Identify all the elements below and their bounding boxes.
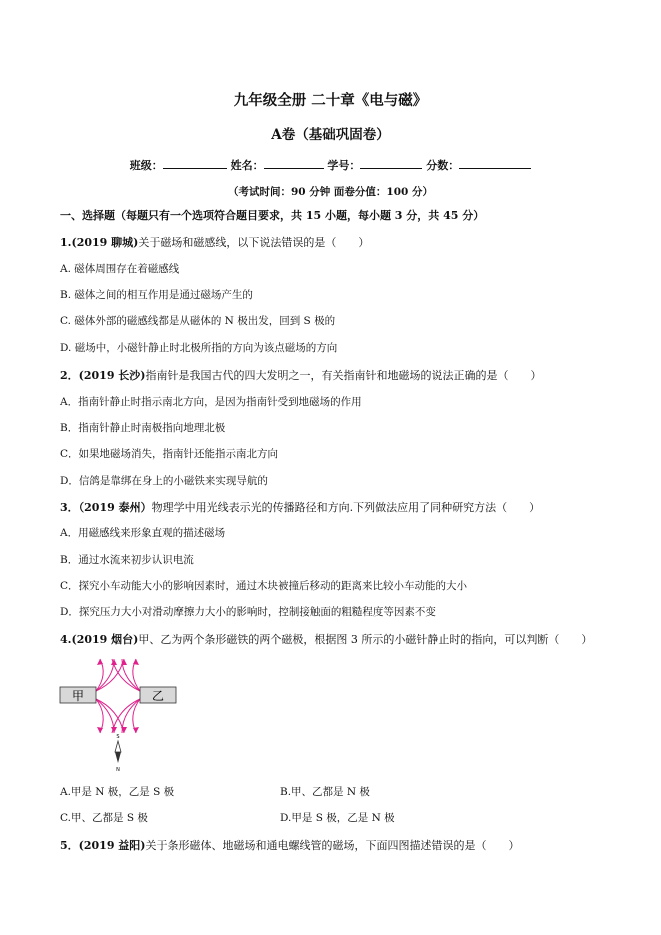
page-subtitle: A卷（基础巩固卷） (271, 127, 390, 143)
question-2-stem (60, 369, 542, 382)
field-lines (96, 659, 140, 733)
needle-top-label: S (116, 734, 120, 740)
q3-option-d[interactable]: D．探究压力大小对滑动摩擦力大小的影响时，控制接触面的粗糙程度等因素不变 (60, 606, 436, 618)
q1-option-d[interactable]: D. 磁场中，小磁针静止时北极所指的方向为该点磁场的方向 (60, 342, 338, 354)
q4-option-b[interactable]: B.甲、乙都是 N 极 (280, 786, 370, 798)
section-heading: 一、选择题（每题只有一个选项符合题目要求，共 15 小题，每小题 3 分，共 45 分） (60, 209, 485, 222)
exam-meta: （考试时间：90 分钟 面卷分值：100 分） (228, 186, 433, 198)
magnet-right-label: 乙 (151, 689, 165, 703)
page-title: 九年级全册 二十章《电与磁》 (233, 92, 428, 109)
q4-option-d[interactable]: D.甲是 S 极，乙是 N 极 (280, 812, 395, 824)
q3-option-c[interactable]: C．探究小车动能大小的影响因素时，通过木块被撞后移动的距离来比较小车动能的大小 (60, 580, 468, 592)
name-label: 姓名： (230, 159, 264, 172)
score-blank[interactable] (459, 157, 531, 169)
question-source: 3．（2019 泰州） (60, 501, 152, 514)
class-label: 班级： (129, 159, 163, 172)
question-3-stem (60, 501, 540, 514)
q4-option-a[interactable]: A.甲是 N 极，乙是 S 极 (60, 786, 175, 798)
id-label: 学号： (327, 159, 361, 172)
question-text: 甲、乙为两个条形磁铁的两个磁极，根据图 3 所示的小磁针静止时的指向，可以判断（ ） (138, 633, 593, 646)
q2-option-a[interactable]: A．指南针静止时指示南北方向，是因为指南针受到地磁场的作用 (60, 396, 362, 408)
needle-top-half (115, 741, 121, 752)
q3-option-b[interactable]: B．通过水流来初步认识电流 (60, 554, 194, 566)
question-source: 5．(2019 益阳) (60, 839, 146, 852)
magnet-left-label: 甲 (71, 689, 85, 703)
q2-option-c[interactable]: C．如果地磁场消失，指南针还能指示南北方向 (60, 448, 279, 460)
score-label: 分数： (426, 159, 460, 172)
question-text: 关于磁场和磁感线，以下说法错误的是（ ） (138, 236, 370, 249)
q1-option-c[interactable]: C. 磁体外部的磁感线都是从磁体的 N 极出发，回到 S 极的 (60, 315, 336, 327)
needle-bottom-label: N (116, 767, 120, 773)
question-source: 4.(2019 烟台) (60, 633, 139, 646)
q1-option-a[interactable]: A. 磁体周围存在着磁感线 (60, 263, 180, 275)
question-5-stem (60, 839, 520, 852)
student-info-row (0, 157, 661, 173)
question-source: 1.(2019 聊城) (60, 236, 139, 249)
question-1-stem (60, 236, 369, 249)
class-blank[interactable] (163, 157, 227, 169)
magnet-diagram (58, 655, 178, 773)
id-blank[interactable] (360, 157, 422, 169)
question-4-stem (60, 633, 592, 646)
q2-option-b[interactable]: B．指南针静止时南极指向地理北极 (60, 422, 226, 434)
q4-option-c[interactable]: C.甲、乙都是 S 极 (60, 812, 148, 824)
needle-bottom-half (115, 752, 121, 763)
q3-option-a[interactable]: A．用磁感线来形象直观的描述磁场 (60, 527, 226, 539)
question-text: 物理学中用光线表示光的传播路径和方向.下列做法应用了同种研究方法（ ） (151, 501, 541, 514)
name-blank[interactable] (264, 157, 324, 169)
q1-option-b[interactable]: B. 磁体之间的相互作用是通过磁场产生的 (60, 289, 253, 301)
question-text: 指南针是我国古代的四大发明之一，有关指南针和地磁场的说法正确的是（ ） (145, 369, 542, 382)
question-source: 2．(2019 长沙) (60, 369, 146, 382)
q2-option-d[interactable]: D．信鸽是靠绑在身上的小磁铁来实现导航的 (60, 475, 268, 487)
magnet-figure (58, 655, 178, 773)
question-text: 关于条形磁体、地磁场和通电螺线管的磁场，下面四图描述错误的是（ ） (145, 839, 520, 852)
